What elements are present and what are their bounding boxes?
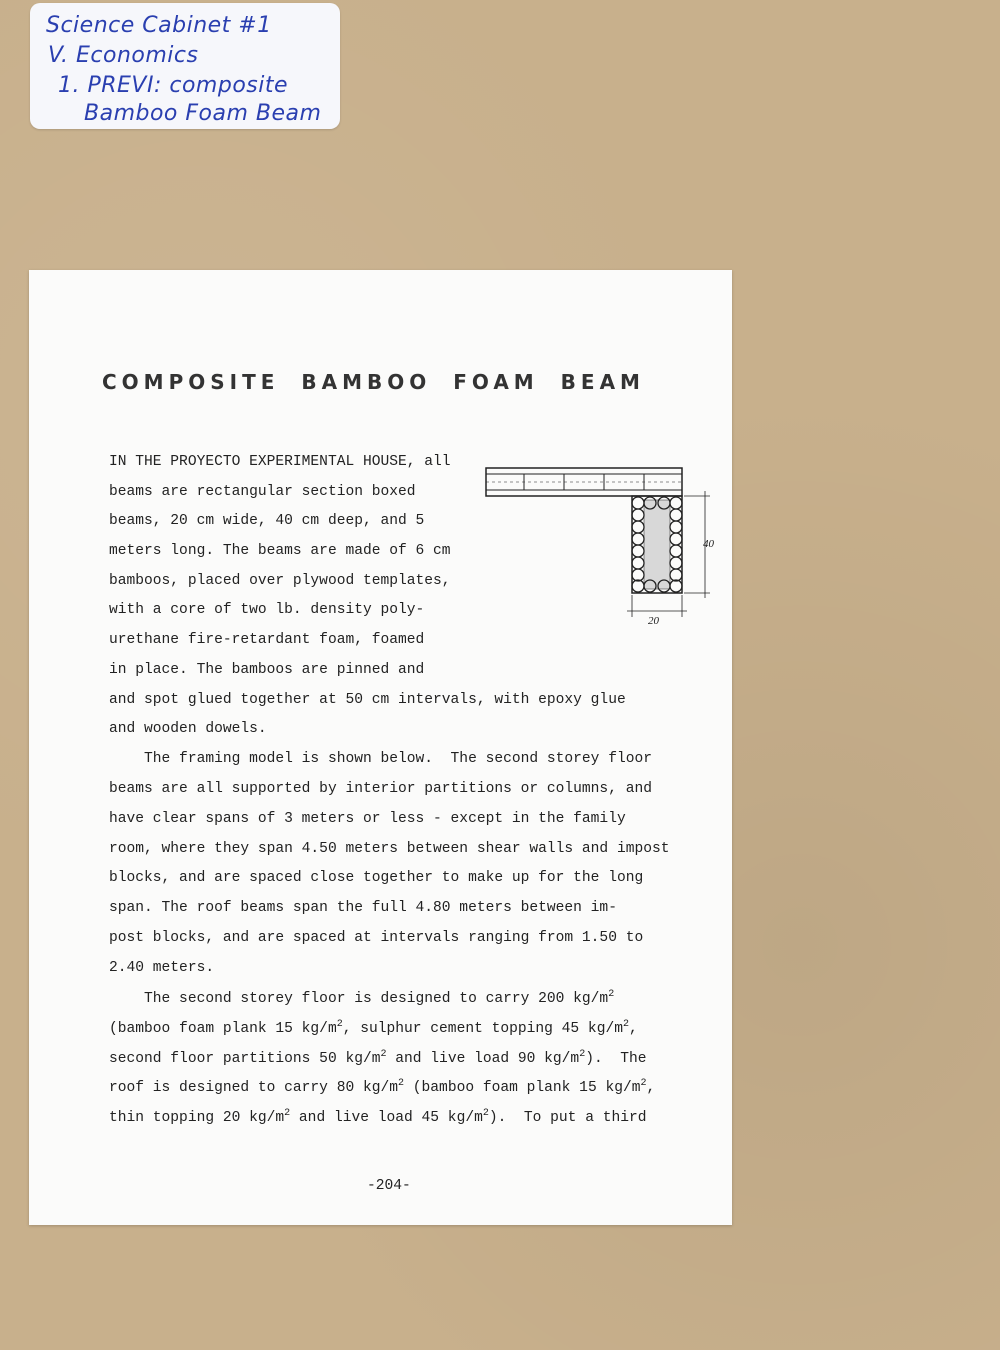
- sticky-line-1: Science Cabinet #1: [46, 13, 272, 38]
- text-line: urethane fire-retardant foam, foamed: [109, 632, 425, 648]
- text-line: thin topping 20 $kg/m^2$ and live load 45 $kg/m^2$). To put a third: [109, 1108, 647, 1126]
- sticky-line-3: 1. PREVI: composite: [58, 73, 289, 98]
- sticky-note: [30, 3, 340, 129]
- text-line: (bamboo foam plank 15 $kg/m^2$, sulphur cement topping 45 $kg/m^2$,: [109, 1019, 638, 1037]
- text-line: meters long. The beams are made of 6 cm: [109, 543, 451, 559]
- depth-dimension-label: 40: [703, 538, 714, 550]
- text-line: blocks, and are spaced close together to make up for the long: [109, 870, 644, 886]
- text-line: 2.40 meters.: [109, 960, 215, 976]
- beam-cross-section: [632, 496, 682, 593]
- text-line: with a core of two lb. density poly-: [109, 602, 425, 618]
- beam-section-figure: [484, 465, 714, 625]
- page-title: COMPOSITE BAMBOO FOAM BEAM: [102, 370, 645, 394]
- text-line: beams, 20 cm wide, 40 cm deep, and 5: [109, 513, 425, 529]
- text-line: span. The roof beams span the full 4.80 meters between im-: [109, 900, 617, 916]
- text-line: and spot glued together at 50 cm intervals, with epoxy glue: [109, 692, 626, 708]
- text-line: have clear spans of 3 meters or less - except in the family: [109, 811, 626, 827]
- horizontal-beam: [486, 468, 682, 496]
- text-line: second floor partitions 50 $kg/m^2$ and live load 90 $kg/m^2$). The: [109, 1049, 647, 1067]
- text-line: and wooden dowels.: [109, 721, 267, 737]
- text-line: beams are rectangular section boxed: [109, 484, 416, 500]
- text-line: The framing model is shown below. The second storey floor: [109, 751, 652, 767]
- text-line: The second storey floor is designed to carry 200 $kg/m^2$: [109, 989, 615, 1007]
- page-number: -204-: [367, 1178, 411, 1194]
- text-line: post blocks, and are spaced at intervals ranging from 1.50 to: [109, 930, 644, 946]
- width-dimension-label: 20: [648, 615, 659, 625]
- text-line: room, where they span 4.50 meters between shear walls and impost: [109, 841, 670, 857]
- text-line: beams are all supported by interior partitions or columns, and: [109, 781, 652, 797]
- document-page: [29, 270, 732, 1225]
- text-line: IN THE PROYECTO EXPERIMENTAL HOUSE, all: [109, 454, 451, 470]
- text-line: roof is designed to carry 80 $kg/m^2$ (bamboo foam plank 15 $kg/m^2$,: [109, 1078, 656, 1096]
- sticky-line-4: Bamboo Foam Beam: [84, 101, 322, 126]
- text-line: bamboos, placed over plywood templates,: [109, 573, 451, 589]
- sticky-line-2: V. Economics: [48, 43, 199, 68]
- text-line: in place. The bamboos are pinned and: [109, 662, 425, 678]
